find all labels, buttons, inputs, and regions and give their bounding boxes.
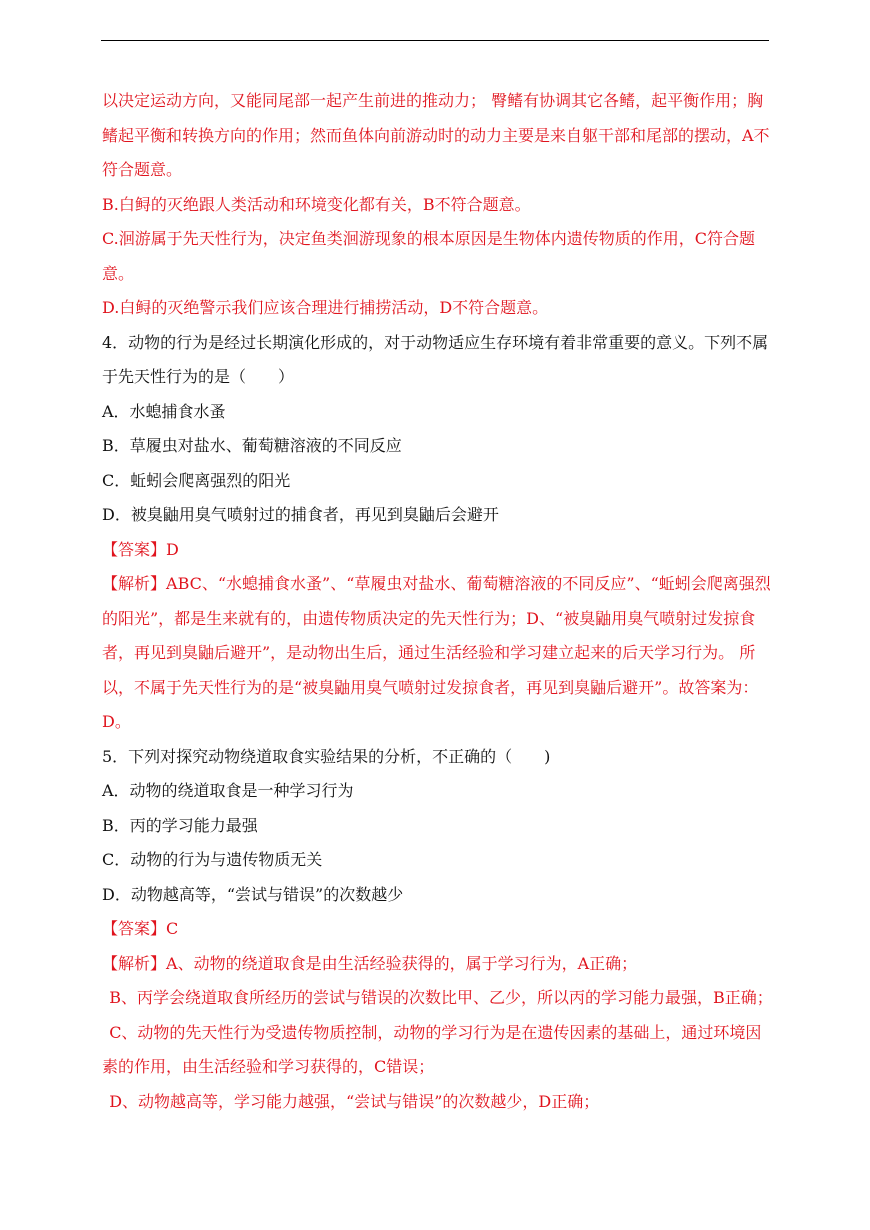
answer-value: C [166, 919, 179, 938]
answer-tag: 【答案】 [102, 539, 167, 559]
question-4-stem: 4．动物的行为是经过长期演化形成的，对于动物适应生存环境有着非常重要的意义。下列不属于先天性行为的是（ ） [102, 332, 769, 386]
question-4-option-c: C．蚯蚓会爬离强烈的阳光 [102, 470, 291, 490]
question-4-answer [102, 533, 774, 568]
question-5-option-a: A．动物的绕道取食是一种学习行为 [102, 781, 354, 800]
question-5-analysis-c: C、动物的先天性行为受遗传物质控制，动物的学习行为是在遗传因素的基础上，通过环境因素的作用，由生活经验和学习获得的，C错误； [102, 1022, 762, 1076]
question-4-option-a: A．水螅捕食水蚤 [102, 401, 226, 421]
analysis-tag: 【解析】 [102, 953, 167, 973]
answer-tag: 【答案】 [102, 919, 167, 938]
analysis-paragraph-d: D.白鲟的灭绝警示我们应该合理进行捕捞活动，D不符合题意。 [102, 298, 549, 317]
analysis-text: ABC、“水螅捕食水蚤”、“草履虫对盐水、葡萄糖溶液的不同反应”、“蚯蚓会爬离强烈的阳光”，都是生来就有的，由遗传物质决定的先天性行为；D、“被臭鼬用臭气喷射过发掠食者，再见到臭鼬后避开”，是动物出生后，通过生活经验和学习建立起来的后天学习行为。 所以，不属于先天性行为的是“被臭鼬用臭气喷射过发掠食者，再见到臭鼬后避开”。故答案为：D。 [102, 574, 771, 731]
question-5-answer [102, 912, 774, 947]
page-content [102, 84, 774, 1119]
analysis-tag: 【解析】 [102, 574, 167, 593]
question-4-analysis [102, 567, 774, 740]
analysis-paragraph-c: C.洄游属于先天性行为，决定鱼类洄游现象的根本原因是生物体内遗传物质的作用，C符合题意。 [102, 229, 756, 283]
question-5-analysis-d: D、动物越高等，学习能力越强，“尝试与错误”的次数越少，D正确； [109, 1091, 600, 1111]
header-rule [101, 40, 769, 41]
question-5-stem: 5．下列对探究动物绕道取食实验结果的分析，不正确的（ ) [102, 746, 551, 766]
question-4-option-b: B．草履虫对盐水、葡萄糖溶液的不同反应 [102, 436, 402, 455]
question-4-option-d: D．被臭鼬用臭气喷射过的捕食者，再见到臭鼬后会避开 [102, 505, 499, 524]
question-5-option-c: C．动物的行为与遗传物质无关 [102, 850, 323, 869]
analysis-text: A、动物的绕道取食是由生活经验获得的，属于学习行为，A正确； [166, 953, 638, 973]
question-5-option-b: B．丙的学习能力最强 [102, 815, 258, 835]
question-5-option-d: D．动物越高等，“尝试与错误”的次数越少 [102, 884, 404, 904]
question-5-analysis-a [102, 947, 774, 982]
answer-value: D [166, 539, 179, 559]
analysis-paragraph-b: B.白鲟的灭绝跟人类活动和环境变化都有关，B不符合题意。 [102, 194, 531, 214]
analysis-paragraph-fins: 以决定运动方向，又能同尾部一起产生前进的推动力； 臀鳍有协调其它各鳍，起平衡作用；胸鳍起平衡和转换方向的作用；然而鱼体向前游动时的动力主要是来自躯干部和尾部的摆动，A不符合题意。 [102, 91, 770, 179]
question-5-analysis-b: B、丙学会绕道取食所经历的尝试与错误的次数比甲、乙少，所以丙的学习能力最强，B正确； [109, 988, 773, 1007]
